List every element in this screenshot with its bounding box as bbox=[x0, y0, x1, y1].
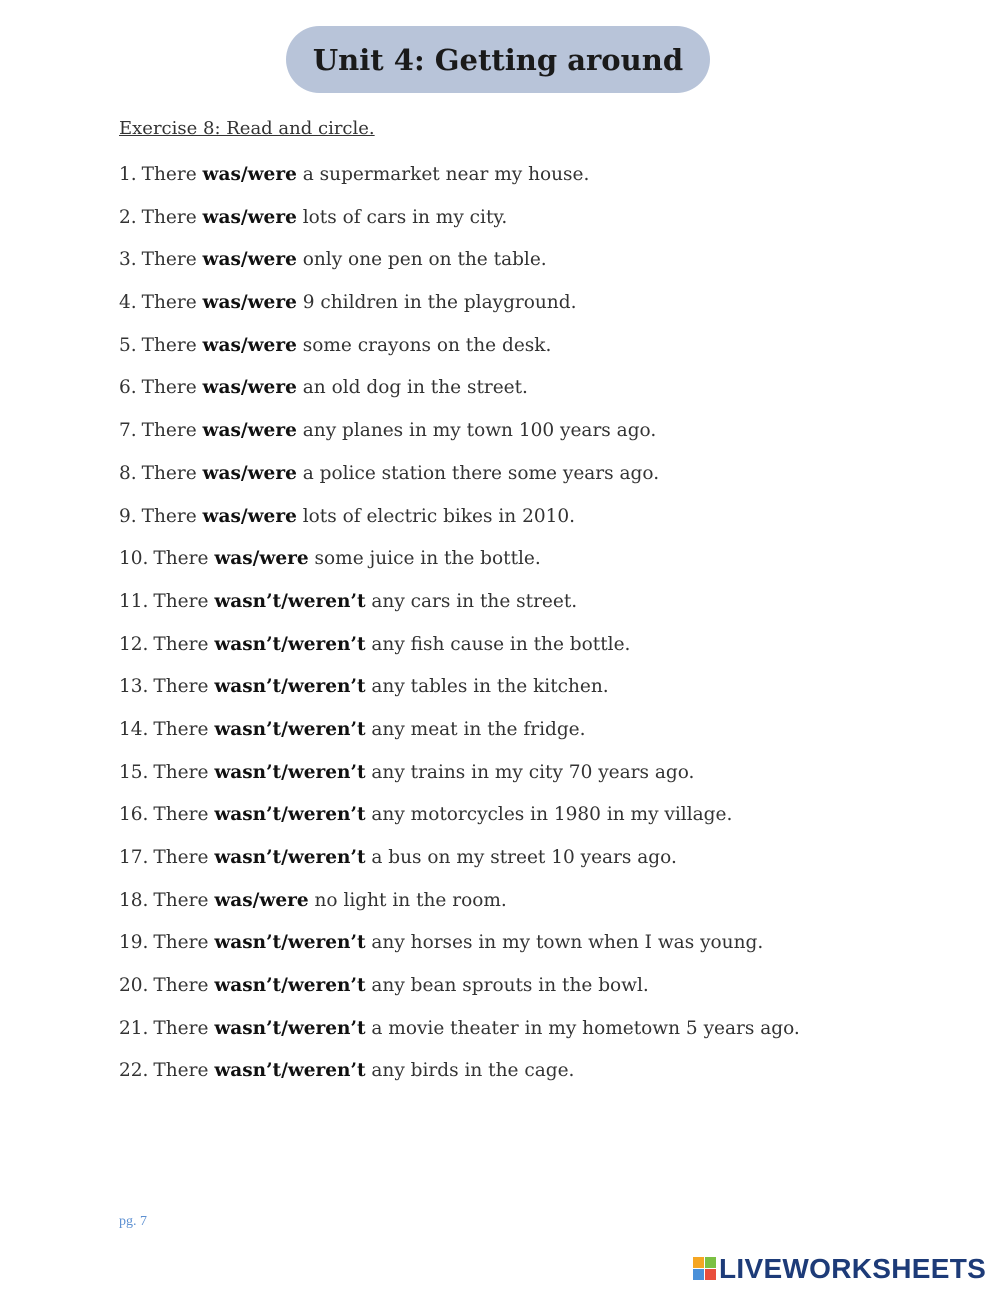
question-prefix: There bbox=[141, 164, 197, 185]
question-text: only one pen on the table. bbox=[302, 249, 547, 271]
question-item bbox=[119, 459, 800, 502]
question-prefix: There bbox=[141, 462, 197, 484]
question-prefix: There bbox=[141, 377, 197, 399]
question-item bbox=[119, 672, 800, 715]
question-number: 18. bbox=[119, 889, 149, 911]
question-number: 17. bbox=[119, 847, 149, 868]
question-item bbox=[119, 373, 800, 416]
question-number: 21. bbox=[119, 1017, 149, 1039]
choice-options[interactable]: was/were bbox=[202, 420, 297, 442]
question-item bbox=[119, 630, 800, 673]
question-text: any birds in the cage. bbox=[371, 1060, 575, 1082]
exercise-instruction: Exercise 8: Read and circle. bbox=[119, 118, 375, 139]
question-number: 11. bbox=[119, 590, 149, 612]
question-prefix: There bbox=[153, 1060, 209, 1082]
question-text: any cars in the street. bbox=[371, 590, 578, 612]
question-item bbox=[119, 502, 800, 545]
question-item bbox=[119, 587, 800, 630]
question-number: 16. bbox=[119, 804, 149, 826]
question-item bbox=[119, 160, 800, 203]
question-prefix: There bbox=[153, 590, 209, 612]
choice-options[interactable]: wasn’t/weren’t bbox=[214, 1017, 366, 1039]
question-item bbox=[119, 758, 800, 801]
question-prefix: There bbox=[141, 206, 197, 228]
question-item bbox=[119, 544, 800, 587]
question-text: some juice in the bottle. bbox=[314, 548, 541, 570]
choice-options[interactable]: wasn’t/weren’t bbox=[214, 718, 366, 740]
question-number: 20. bbox=[119, 975, 149, 997]
question-number: 13. bbox=[119, 676, 149, 698]
question-item bbox=[119, 971, 800, 1014]
question-prefix: There bbox=[141, 420, 197, 442]
question-prefix: There bbox=[153, 718, 209, 740]
question-item bbox=[119, 928, 800, 971]
question-prefix: There bbox=[153, 548, 209, 570]
question-item bbox=[119, 1056, 800, 1099]
question-prefix: There bbox=[141, 505, 197, 527]
question-prefix: There bbox=[141, 292, 197, 314]
logo-square-3 bbox=[693, 1269, 704, 1280]
page-number: pg. 7 bbox=[119, 1214, 147, 1229]
choice-options[interactable]: was/were bbox=[202, 206, 297, 228]
question-text: some crayons on the desk. bbox=[302, 334, 552, 356]
question-text: any meat in the fridge. bbox=[371, 718, 586, 740]
question-number: 9. bbox=[119, 505, 137, 527]
choice-options[interactable]: wasn’t/weren’t bbox=[214, 676, 366, 698]
question-item bbox=[119, 331, 800, 374]
choice-options[interactable]: was/were bbox=[202, 334, 297, 356]
choice-options[interactable]: was/were bbox=[202, 164, 297, 185]
logo-square-1 bbox=[693, 1257, 704, 1268]
question-text: any horses in my town when I was young. bbox=[371, 932, 764, 954]
choice-options[interactable]: wasn’t/weren’t bbox=[214, 847, 366, 868]
question-prefix: There bbox=[153, 975, 209, 997]
question-item bbox=[119, 416, 800, 459]
question-text: an old dog in the street. bbox=[302, 377, 528, 399]
question-number: 22. bbox=[119, 1060, 149, 1082]
question-item bbox=[119, 800, 800, 843]
question-text: any motorcycles in 1980 in my village. bbox=[371, 804, 733, 826]
question-text: any planes in my town 100 years ago. bbox=[302, 420, 657, 442]
question-prefix: There bbox=[153, 1017, 209, 1039]
question-number: 2. bbox=[119, 206, 137, 228]
question-prefix: There bbox=[153, 804, 209, 826]
question-number: 1. bbox=[119, 164, 137, 185]
question-number: 10. bbox=[119, 548, 149, 570]
question-item bbox=[119, 245, 800, 288]
question-text: lots of cars in my city. bbox=[302, 206, 508, 228]
question-prefix: There bbox=[153, 932, 209, 954]
question-item bbox=[119, 288, 800, 331]
question-number: 12. bbox=[119, 633, 149, 655]
choice-options[interactable]: wasn’t/weren’t bbox=[214, 804, 366, 826]
question-text: any bean sprouts in the bowl. bbox=[371, 975, 649, 997]
choice-options[interactable]: was/were bbox=[202, 505, 297, 527]
question-prefix: There bbox=[153, 847, 209, 868]
choice-options[interactable]: was/were bbox=[214, 889, 309, 911]
question-prefix: There bbox=[153, 889, 209, 911]
question-item bbox=[119, 886, 800, 929]
brand-footer bbox=[693, 1254, 986, 1284]
question-number: 14. bbox=[119, 718, 149, 740]
question-prefix: There bbox=[153, 761, 209, 783]
question-text: no light in the room. bbox=[314, 889, 507, 911]
question-number: 15. bbox=[119, 761, 149, 783]
question-text: any fish cause in the bottle. bbox=[371, 633, 631, 655]
question-list bbox=[119, 160, 800, 1099]
question-prefix: There bbox=[141, 334, 197, 356]
question-text: any tables in the kitchen. bbox=[371, 676, 609, 698]
question-number: 7. bbox=[119, 420, 137, 442]
question-number: 8. bbox=[119, 462, 137, 484]
brand-name: LIVEWORKSHEETS bbox=[719, 1253, 987, 1284]
question-item bbox=[119, 1014, 800, 1057]
question-number: 19. bbox=[119, 932, 149, 954]
choice-options[interactable]: wasn’t/weren’t bbox=[214, 975, 366, 997]
logo-square-4 bbox=[705, 1269, 716, 1280]
choice-options[interactable]: wasn’t/weren’t bbox=[214, 932, 366, 954]
choice-options[interactable]: was/were bbox=[202, 249, 297, 271]
choice-options[interactable]: was/were bbox=[202, 292, 297, 314]
question-text: a movie theater in my hometown 5 years ago. bbox=[371, 1017, 800, 1039]
question-number: 5. bbox=[119, 334, 137, 356]
question-number: 6. bbox=[119, 377, 137, 399]
question-text: a bus on my street 10 years ago. bbox=[371, 847, 677, 868]
choice-options[interactable]: was/were bbox=[202, 462, 297, 484]
question-item bbox=[119, 843, 800, 886]
choice-options[interactable]: wasn’t/weren’t bbox=[214, 590, 366, 612]
choice-options[interactable]: wasn’t/weren’t bbox=[214, 633, 366, 655]
choice-options[interactable]: wasn’t/weren’t bbox=[214, 1060, 366, 1082]
choice-options[interactable]: was/were bbox=[202, 377, 297, 399]
question-number: 3. bbox=[119, 249, 137, 271]
question-text: 9 children in the playground. bbox=[302, 292, 577, 314]
question-item bbox=[119, 203, 800, 246]
liveworksheets-logo-icon bbox=[693, 1257, 717, 1281]
question-text: any trains in my city 70 years ago. bbox=[371, 761, 695, 783]
choice-options[interactable]: was/were bbox=[214, 548, 309, 570]
question-text: a police station there some years ago. bbox=[302, 462, 660, 484]
question-item bbox=[119, 715, 800, 758]
page-title: Unit 4: Getting around bbox=[286, 26, 710, 93]
question-prefix: There bbox=[141, 249, 197, 271]
question-number: 4. bbox=[119, 292, 137, 314]
question-prefix: There bbox=[153, 633, 209, 655]
question-prefix: There bbox=[153, 676, 209, 698]
question-text: a supermarket near my house. bbox=[302, 164, 590, 185]
question-text: lots of electric bikes in 2010. bbox=[302, 505, 576, 527]
choice-options[interactable]: wasn’t/weren’t bbox=[214, 761, 366, 783]
logo-square-2 bbox=[705, 1257, 716, 1268]
